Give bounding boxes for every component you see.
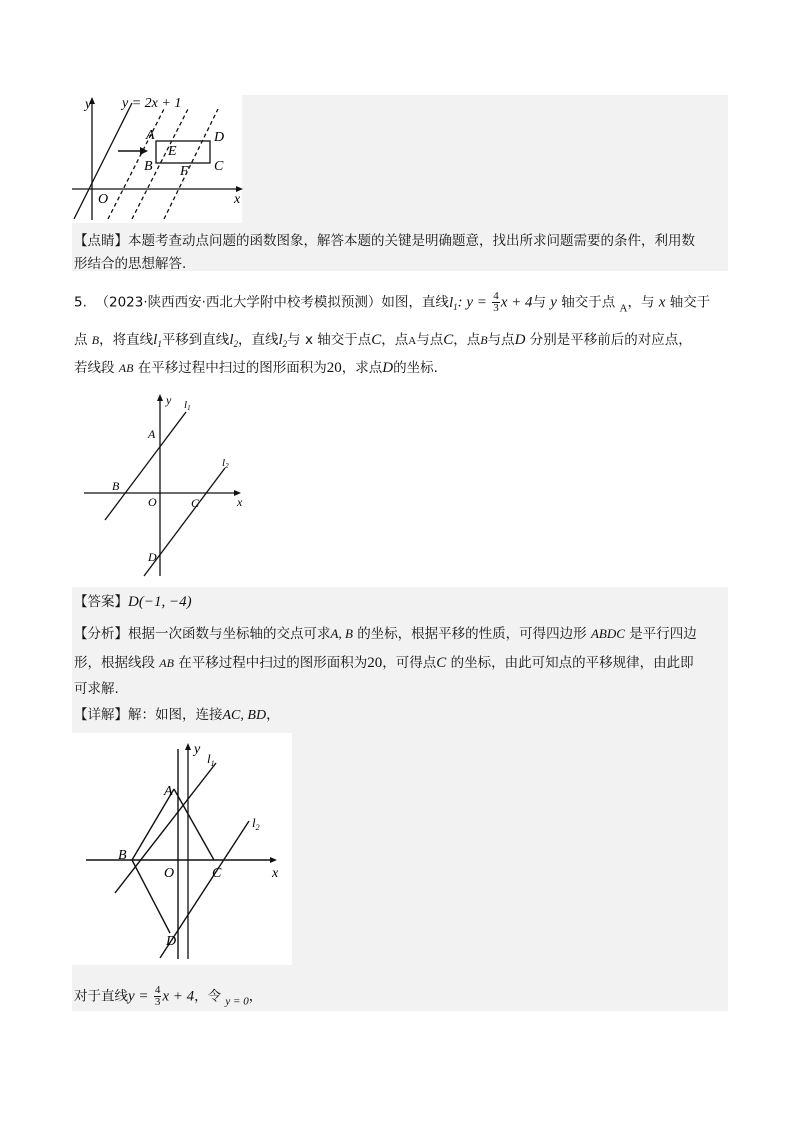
detail-segments: AC, BD [222, 708, 267, 723]
problem-segment-AB: AB [118, 361, 134, 375]
dianjing-tag: 【点睛】 [74, 233, 128, 249]
fig3-origin-label: O [164, 866, 175, 881]
problem-comma-yu: ，与 [627, 294, 655, 311]
problem-dian: 点 [74, 332, 88, 348]
fig2-point-B: B [112, 479, 120, 493]
answer-line [74, 593, 192, 611]
last-condition: y = 0 [225, 995, 249, 1008]
fig3-x-label: x [272, 866, 279, 881]
last-expr: x + 4 [162, 988, 195, 1005]
fig1-point-A: A [146, 128, 155, 143]
dianjing-text-1: 本题考查动点问题的函数图象，解答本题的关键是明确题意，找出所求问题需要的条件，利用数 [128, 233, 695, 249]
analysis-point-C: C [436, 655, 447, 671]
analysis-line-2 [74, 654, 694, 672]
problem-point-B-2: B [480, 333, 488, 347]
problem5-line-1 [74, 291, 710, 318]
problem-x-var: x [658, 294, 666, 311]
analysis-line-1 [74, 625, 697, 643]
last-text-b: ，令 [194, 988, 222, 1005]
problem-text-j: 分别是平移前后的对应点， [529, 332, 692, 348]
problem-text-i: 与点 [487, 332, 515, 348]
fig2-point-D: D [148, 550, 157, 564]
problem-text-f: ，点 [381, 332, 409, 348]
problem-l1-b: $l_1$ [153, 332, 162, 349]
fig1-point-B: B [144, 159, 153, 174]
fig2-l2-label: l2 [222, 457, 229, 470]
problem-text-d: ，直线 [237, 332, 279, 348]
detail-tag: 【详解】 [74, 707, 128, 723]
problem-source: （2023·陕西西安·西北大学附中校考模拟预测）如图，直线 [95, 294, 449, 311]
fig1-point-C: C [214, 159, 224, 174]
fig2-origin-label: O [148, 495, 157, 509]
analysis-text-3: 可求解. [74, 681, 119, 697]
problem-fraction: $\frac{4}{3}$ [493, 290, 499, 314]
fig2-point-C: C [191, 496, 200, 510]
analysis-line-3 [74, 680, 119, 698]
answer-tag: 【答案】 [74, 594, 128, 610]
analysis-text-1b: 的坐标，根据平移的性质，可得四边形 [357, 626, 587, 642]
problem-text-e: 与 x 轴交于点 [287, 332, 372, 348]
problem-l1: $l_1$ [448, 294, 458, 312]
problem-text-h: ，点 [453, 332, 481, 348]
fig3-point-D: D [166, 934, 177, 949]
dianjing-line-1 [74, 232, 695, 250]
problem5-line-2 [74, 331, 692, 353]
problem-expr: x + 4 [500, 294, 533, 311]
fig3-point-A: A [164, 784, 173, 799]
analysis-text-2c: ，可得点 [382, 655, 437, 671]
problem-point-C: C [371, 332, 382, 348]
last-text-a: 对于直线 [74, 988, 128, 1005]
detail-text: 解：如图，连接 [128, 707, 223, 723]
analysis-text-2a: 形，根据线段 [74, 655, 155, 671]
problem-y-var: y [550, 294, 557, 311]
problem-meet-x: 轴交于 [669, 294, 711, 311]
fig1-y-label: y [85, 97, 92, 112]
problem-point-C-2: C [443, 332, 454, 348]
problem-text-3b: 在平移过程中扫过的图形面积为 [137, 360, 327, 376]
answer-value: D(−1, −4) [128, 594, 192, 610]
problem-point-B: B [91, 333, 100, 347]
last-eq: y = [128, 988, 149, 1005]
problem-point-A: A [619, 302, 628, 315]
analysis-text-1c: 是平行四边 [629, 626, 697, 642]
last-fraction: $\frac{4}{3}$ [154, 984, 161, 1008]
fig2-l1-label: l1 [184, 399, 191, 412]
fig2-point-A: A [148, 427, 156, 441]
fig1-point-D: D [214, 130, 225, 145]
analysis-text-2b: 在平移过程中扫过的图形面积为 [178, 655, 368, 671]
fig1-x-label: x [234, 192, 241, 207]
fig3-point-B: B [118, 848, 127, 863]
problem-text-3d: 的坐标. [393, 360, 438, 376]
problem-colon-eq: : y = [457, 294, 487, 311]
figure-1-translation-graph [72, 95, 247, 223]
fig3-l2-label: $l_2$ [252, 815, 260, 832]
dianjing-line-2 [74, 255, 186, 273]
problem-l2-b: $l_2$ [278, 332, 288, 349]
detail-line [74, 706, 280, 725]
detail-end: ， [266, 707, 280, 723]
problem-text-3a: 若线段 [74, 360, 115, 376]
problem-area: 20 [326, 360, 342, 376]
problem5-line-3 [74, 359, 438, 377]
problem-point-D-2: D [382, 360, 394, 376]
problem-point-D: D [514, 332, 526, 348]
fig1-line-equation: y = 2x + 1 [122, 96, 182, 111]
last-line [74, 985, 262, 1011]
figure-3-parallelogram [72, 733, 292, 965]
analysis-text-1a: 根据一次函数与坐标轴的交点可求 [128, 626, 331, 642]
analysis-segment-AB: AB [159, 656, 174, 670]
fig1-point-E: E [168, 144, 177, 159]
problem-text-g: 与点 [416, 332, 444, 348]
problem-yu: 与 [532, 294, 546, 311]
fig3-point-C: C [212, 866, 222, 881]
analysis-text-2d: 的坐标，由此可知点的平移规律，由此即 [450, 655, 694, 671]
problem-text-3c: ，求点 [341, 360, 383, 376]
fig3-l1-label: $l_1$ [207, 751, 215, 768]
fig1-origin-label: O [98, 192, 109, 207]
fig1-point-F: F [180, 164, 189, 179]
problem-text-c: 平移到直线 [161, 332, 230, 348]
analysis-tag: 【分析】 [74, 626, 128, 642]
last-end: ， [248, 988, 263, 1005]
problem-l2: $l_2$ [229, 332, 238, 349]
analysis-points-AB: A, B [330, 626, 353, 641]
fig2-y-label: y [166, 393, 172, 407]
problem-meet-y: 轴交于点 [561, 294, 616, 311]
problem-number: 5. [74, 294, 87, 311]
dianjing-text-2: 形结合的思想解答. [74, 256, 187, 272]
figure-2-parallel-lines [80, 390, 260, 580]
problem-text-b: ，将直线 [99, 332, 154, 348]
analysis-area: 20 [367, 655, 383, 671]
fig2-x-label: x [237, 495, 243, 509]
fig3-y-label: y [194, 742, 201, 757]
analysis-quadrilateral: ABDC [590, 626, 625, 641]
problem-point-A-2: A [408, 335, 417, 347]
